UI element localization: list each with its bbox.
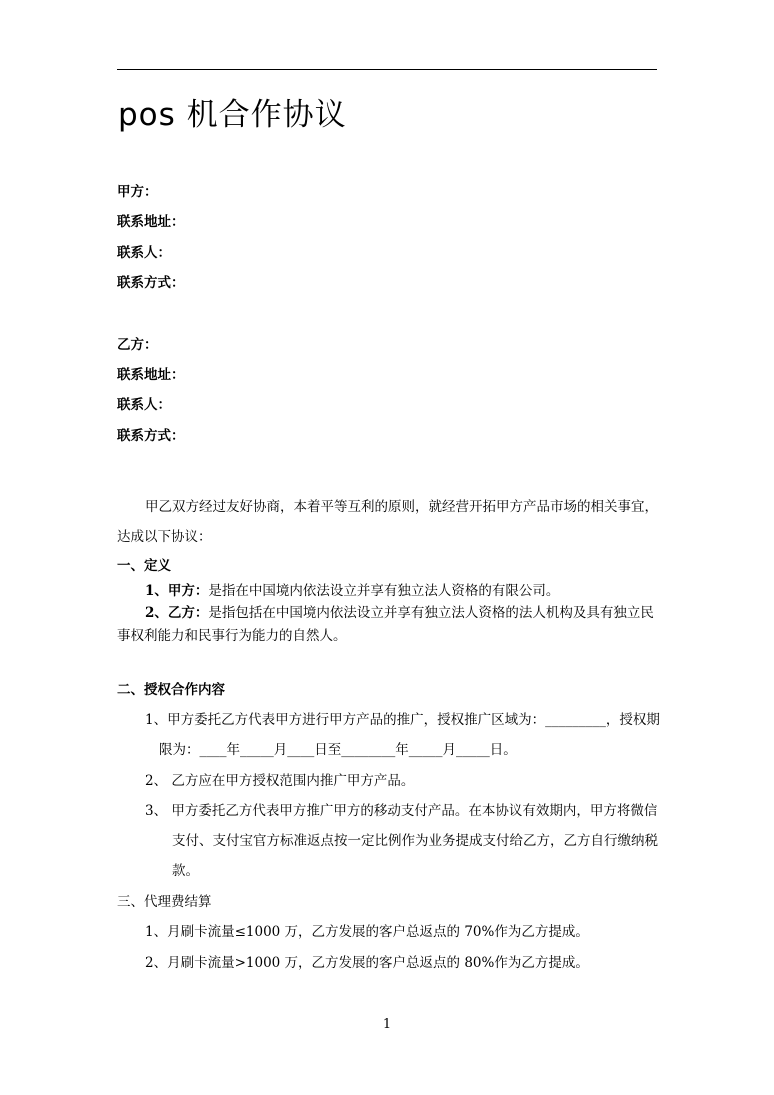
- section2-item1-line2: 限为：____年_____月____日至________年_____月_____日。: [159, 742, 517, 758]
- section2-item3-line2: 支付、支付宝官方标准返点按一定比例作为业务提成支付给乙方，乙方自行缴纳税: [172, 833, 658, 849]
- section1-item1-label: 1、甲方：: [145, 583, 209, 599]
- section3-heading: 三、代理费结算: [117, 894, 212, 910]
- header-rule: [117, 69, 657, 70]
- section1-item2-label: 2、乙方：: [145, 605, 209, 621]
- section2-item3-line3: 款。: [172, 863, 199, 879]
- intro-line-2: 达成以下协议：: [117, 529, 212, 545]
- section1-item2: [145, 604, 654, 622]
- party-b-label: 乙方：: [117, 337, 158, 353]
- section1-item2-text-line2: 事权利能力和民事行为能力的自然人。: [117, 628, 347, 644]
- section3-item1: 1、月刷卡流量≤1000 万，乙方发展的客户总返点的 70%作为乙方提成。: [145, 924, 589, 940]
- section1-item2-text-line1: 是指包括在中国境内依法设立并享有独立法人资格的法人机构及具有独立民: [208, 605, 654, 621]
- section1-item1-text: 是指在中国境内依法设立并享有独立法人资格的有限公司。: [208, 583, 560, 599]
- page-number: 1: [382, 1017, 392, 1032]
- party-b-method: 联系方式：: [117, 428, 185, 444]
- party-a-address: 联系地址：: [117, 214, 185, 230]
- section2-heading: 二、授权合作内容: [117, 682, 225, 698]
- party-a-method: 联系方式：: [117, 275, 185, 291]
- party-a-label: 甲方：: [117, 184, 158, 200]
- section2-item3-line1: 3、 甲方委托乙方代表甲方推广甲方的移动支付产品。在本协议有效期内，甲方将微信: [145, 803, 658, 819]
- section2-item2: 2、 乙方应在甲方授权范围内推广甲方产品。: [145, 773, 415, 789]
- section1-item1: [145, 582, 559, 600]
- party-b-contact: 联系人：: [117, 397, 171, 413]
- intro-line-1: 甲乙双方经过友好协商，本着平等互利的原则，就经营开拓甲方产品市场的相关事宜，: [145, 499, 658, 515]
- party-a-contact: 联系人：: [117, 245, 171, 261]
- section1-heading: 一、定义: [117, 558, 171, 574]
- section3-item2: 2、月刷卡流量>1000 万，乙方发展的客户总返点的 80%作为乙方提成。: [145, 955, 589, 971]
- document-title: pos 机合作协议: [118, 97, 347, 133]
- section2-item1-line1: 1、甲方委托乙方代表甲方进行甲方产品的推广，授权推广区域为：_________，授权期: [145, 712, 660, 728]
- party-b-address: 联系地址：: [117, 367, 185, 383]
